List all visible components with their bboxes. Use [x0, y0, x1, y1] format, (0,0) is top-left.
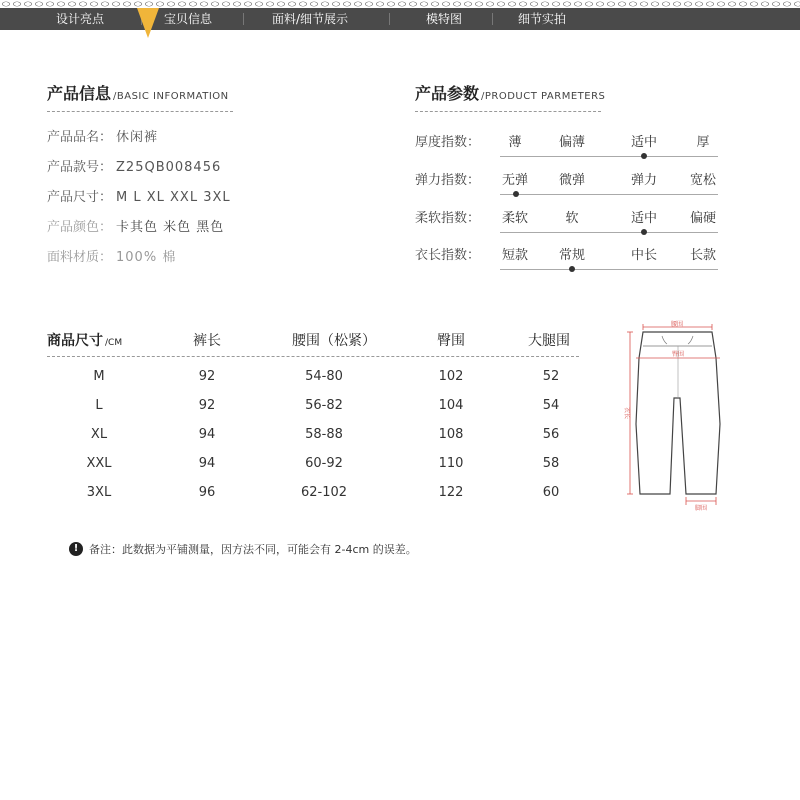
- param-option: 常规: [558, 248, 586, 263]
- size-cell-value: 102: [438, 369, 464, 384]
- param-scale-track: [500, 194, 718, 195]
- size-cell-value: 60: [542, 485, 560, 500]
- info-line-colors: [47, 216, 224, 235]
- params-title: [415, 81, 605, 104]
- info-label: 面料材质：: [47, 250, 113, 265]
- param-option: 适中: [630, 211, 658, 226]
- param-indicator-dot: [569, 266, 575, 272]
- size-cell-value: 54: [542, 398, 560, 413]
- info-line-name: [47, 126, 158, 145]
- size-cell-value: 122: [438, 485, 464, 500]
- hip-label: 臀围: [671, 351, 685, 358]
- size-cell-value: 94: [198, 456, 216, 471]
- size-cell-size: XXL: [86, 456, 112, 471]
- param-indicator-dot: [513, 191, 519, 197]
- param-option: 弹力: [630, 173, 658, 188]
- nav-separator: [389, 13, 390, 25]
- param-indicator-dot: [641, 153, 647, 159]
- info-label: 产品品名：: [47, 130, 113, 145]
- size-cell-value: 108: [438, 427, 464, 442]
- param-option: 厚: [696, 135, 710, 150]
- size-cell-value: 52: [542, 369, 560, 384]
- size-cell-value: 56: [542, 427, 560, 442]
- size-cell-value: 104: [438, 398, 464, 413]
- size-header-length: 裤长: [193, 333, 221, 349]
- param-scale-track: [500, 156, 718, 157]
- param-option: 薄: [508, 135, 522, 150]
- size-header-thigh: 大腿围: [528, 333, 570, 349]
- decorative-chain-border: [0, 0, 800, 8]
- size-header-waist: 腰围（松紧）: [292, 333, 376, 349]
- size-cell-value: 110: [438, 456, 464, 471]
- size-table-title: [47, 330, 122, 350]
- nav-item-fabric[interactable]: 面料/细节展示: [272, 12, 349, 26]
- param-option: 中长: [630, 248, 658, 263]
- param-label: 厚度指数：: [415, 135, 481, 150]
- param-option: 微弹: [558, 173, 586, 188]
- size-header-hip: 臀围: [437, 333, 465, 349]
- param-option: 无弹: [501, 173, 529, 188]
- pants-measurement-diagram: [612, 318, 734, 512]
- param-label: 衣长指数：: [415, 248, 481, 263]
- size-cell-value: 96: [198, 485, 216, 500]
- info-line-style-number: [47, 156, 221, 175]
- measurement-note: 备注：此数据为平铺测量，因方法不同，可能会有 2-4cm 的误差。: [89, 543, 417, 556]
- param-label: 弹力指数：: [415, 173, 481, 188]
- param-scale-track: [500, 269, 718, 270]
- leg-opening-label: 脚围: [694, 505, 708, 512]
- top-navigation: [0, 8, 800, 30]
- size-cell-value: 58-88: [305, 427, 343, 442]
- nav-item-detail-photos[interactable]: 细节实拍: [518, 12, 567, 26]
- active-tab-marker-icon: [137, 8, 159, 38]
- param-option: 柔软: [501, 211, 529, 226]
- param-label: 柔软指数：: [415, 211, 481, 226]
- info-value: 100% 棉: [116, 250, 177, 265]
- size-table-title-sub: /CM: [105, 338, 123, 348]
- size-cell-value: 62-102: [300, 485, 348, 500]
- nav-separator: [243, 13, 244, 25]
- param-option: 长款: [689, 248, 717, 263]
- nav-separator: [492, 13, 493, 25]
- param-option: 宽松: [689, 173, 717, 188]
- info-value: 休闲裤: [116, 130, 159, 145]
- size-cell-value: 60-92: [305, 456, 343, 471]
- param-option: 短款: [501, 248, 529, 263]
- nav-item-model[interactable]: 模特图: [426, 12, 463, 26]
- param-option: 偏硬: [689, 211, 717, 226]
- info-label: 产品尺寸：: [47, 190, 113, 205]
- info-line-material: [47, 246, 176, 265]
- size-cell-size: M: [93, 369, 105, 384]
- nav-item-product-info[interactable]: 宝贝信息: [164, 12, 213, 26]
- params-title-sub: /PRODUCT PARMETERS: [481, 91, 606, 102]
- nav-item-design[interactable]: 设计亮点: [56, 12, 105, 26]
- info-value: Z25QB008456: [116, 160, 222, 175]
- basic-info-title-sub: /BASIC INFORMATION: [113, 91, 229, 102]
- info-label: 产品颜色：: [47, 220, 113, 235]
- info-line-sizes: [47, 186, 231, 205]
- basic-info-title-text: 产品信息: [47, 84, 112, 103]
- info-label: 产品款号：: [47, 160, 113, 175]
- param-scale-track: [500, 232, 718, 233]
- params-divider: [415, 111, 601, 112]
- size-cell-value: 92: [198, 369, 216, 384]
- basic-info-title: [47, 81, 229, 104]
- param-indicator-dot: [641, 229, 647, 235]
- waist-label: 腰围: [670, 321, 684, 328]
- size-table-title-text: 商品尺寸: [47, 333, 103, 349]
- param-option: 适中: [630, 135, 658, 150]
- size-cell-value: 58: [542, 456, 560, 471]
- size-cell-size: 3XL: [86, 485, 112, 500]
- size-cell-value: 94: [198, 427, 216, 442]
- basic-info-divider: [47, 111, 233, 112]
- params-title-text: 产品参数: [415, 84, 480, 103]
- info-value: M L XL XXL 3XL: [116, 190, 231, 205]
- param-option: 偏薄: [558, 135, 586, 150]
- size-cell-size: XL: [90, 427, 108, 442]
- length-label: 衣长: [623, 406, 630, 420]
- warning-icon: !: [69, 542, 83, 556]
- size-table-divider: [47, 356, 579, 357]
- size-cell-value: 92: [198, 398, 216, 413]
- size-cell-value: 56-82: [305, 398, 343, 413]
- size-cell-size: L: [95, 398, 103, 413]
- param-option: 软: [565, 211, 579, 226]
- size-cell-value: 54-80: [305, 369, 343, 384]
- info-value: 卡其色 米色 黑色: [116, 220, 225, 235]
